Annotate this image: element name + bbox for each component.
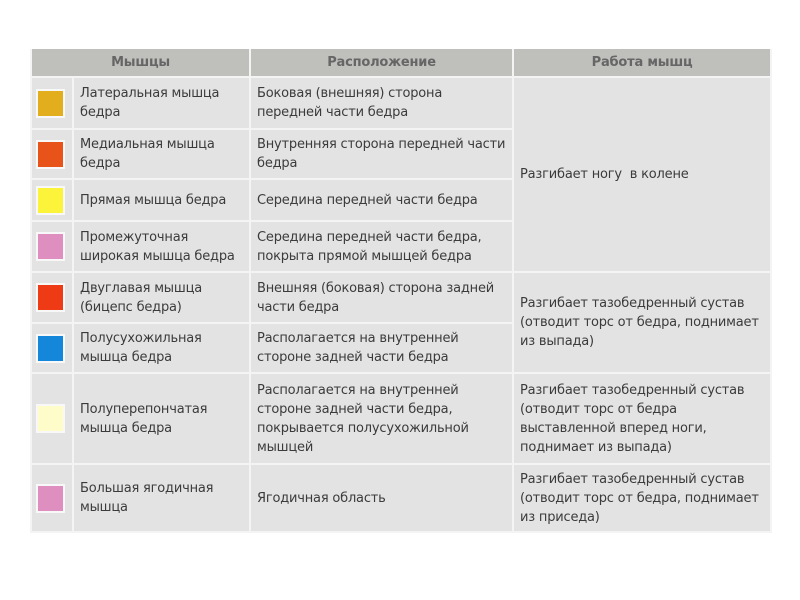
swatch-cell	[31, 464, 73, 532]
muscle-location: Ягодичная область	[250, 464, 513, 532]
muscle-name: Полусухожильная мышца бедра	[73, 323, 250, 373]
muscle-name: Латеральная мышца бедра	[73, 77, 250, 129]
swatch-cell	[31, 179, 73, 221]
table-row	[31, 464, 771, 532]
color-swatch	[38, 234, 63, 259]
color-swatch	[38, 142, 63, 167]
color-swatch	[38, 336, 63, 361]
muscle-location: Внешняя (боковая) сторона задней части бедра	[250, 272, 513, 323]
swatch-cell	[31, 272, 73, 323]
swatch-cell	[31, 373, 73, 464]
muscle-location: Середина передней части бедра	[250, 179, 513, 221]
muscle-function: Разгибает ногу в колене	[513, 77, 771, 272]
muscle-location: Внутренняя сторона передней части бедра	[250, 129, 513, 179]
muscle-function: Разгибает тазобедренный сустав (отводит торс от бедра выставленной вперед ноги, поднимает из выпада)	[513, 373, 771, 464]
muscle-name: Полуперепончатая мышца бедра	[73, 373, 250, 464]
swatch-cell	[31, 77, 73, 129]
header-muscles: Мышцы	[31, 49, 250, 77]
muscles-table	[30, 49, 772, 533]
header-location: Расположение	[250, 49, 513, 77]
table-row	[31, 272, 771, 323]
muscle-name: Медиальная мышца бедра	[73, 129, 250, 179]
table-row	[31, 373, 771, 464]
color-swatch	[38, 285, 63, 310]
muscle-function: Разгибает тазобедренный сустав (отводит торс от бедра, поднимает из приседа)	[513, 464, 771, 532]
muscle-name: Большая ягодичная мышца	[73, 464, 250, 532]
muscle-name: Двуглавая мышца (бицепс бедра)	[73, 272, 250, 323]
color-swatch	[38, 91, 63, 116]
color-swatch	[38, 486, 63, 511]
muscle-name: Прямая мышца бедра	[73, 179, 250, 221]
muscle-location: Располагается на внутренней стороне задней части бедра, покрывается полусухожильной мышцей	[250, 373, 513, 464]
header-row	[31, 49, 771, 77]
swatch-cell	[31, 323, 73, 373]
color-swatch	[38, 188, 63, 213]
muscle-name: Промежуточная широкая мышца бедра	[73, 221, 250, 272]
swatch-cell	[31, 129, 73, 179]
muscle-function: Разгибает тазобедренный сустав (отводит торс от бедра, поднимает из выпада)	[513, 272, 771, 373]
muscle-location: Боковая (внешняя) сторона передней части бедра	[250, 77, 513, 129]
muscle-location: Располагается на внутренней стороне задней части бедра	[250, 323, 513, 373]
color-swatch	[38, 406, 63, 431]
header-function: Работа мышц	[513, 49, 771, 77]
table-row	[31, 77, 771, 129]
swatch-cell	[31, 221, 73, 272]
muscle-location: Середина передней части бедра, покрыта прямой мышцей бедра	[250, 221, 513, 272]
